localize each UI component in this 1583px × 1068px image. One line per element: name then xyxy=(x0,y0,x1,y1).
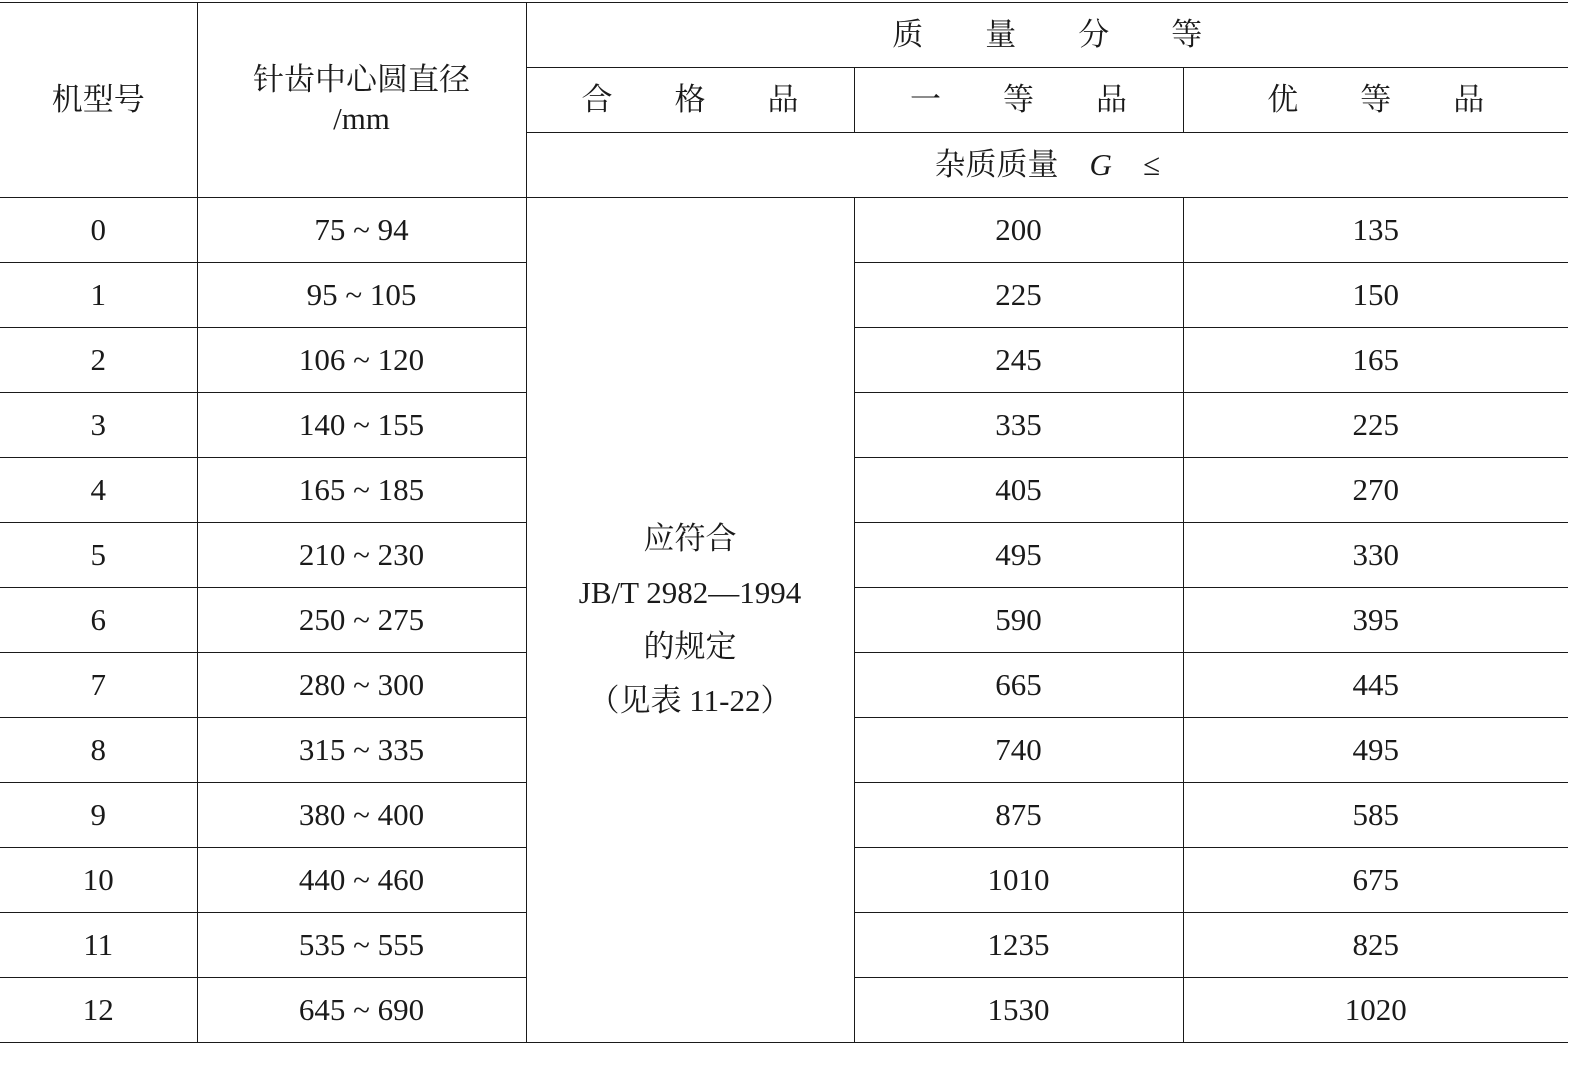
header-grade-first: 一 等 品 xyxy=(854,68,1183,133)
header-diameter-line2: /mm xyxy=(333,101,390,136)
header-diameter xyxy=(197,3,526,198)
cell-excellent-grade: 330 xyxy=(1183,523,1568,588)
cell-first-grade: 665 xyxy=(854,653,1183,718)
cell-diameter: 315 ~ 335 xyxy=(197,718,526,783)
cell-model: 0 xyxy=(0,198,197,263)
cell-excellent-grade: 150 xyxy=(1183,263,1568,328)
quality-grade-table xyxy=(0,2,1568,1043)
cell-pass-note xyxy=(526,198,854,1043)
cell-excellent-grade: 675 xyxy=(1183,848,1568,913)
impurity-label: 杂质质量 xyxy=(934,146,1059,182)
cell-first-grade: 335 xyxy=(854,393,1183,458)
cell-first-grade: 875 xyxy=(854,783,1183,848)
cell-first-grade: 590 xyxy=(854,588,1183,653)
table-row xyxy=(0,198,1568,263)
cell-first-grade: 495 xyxy=(854,523,1183,588)
cell-first-grade: 1235 xyxy=(854,913,1183,978)
header-diameter-line1: 针齿中心圆直径 xyxy=(253,62,470,98)
cell-excellent-grade: 135 xyxy=(1183,198,1568,263)
cell-excellent-grade: 1020 xyxy=(1183,978,1568,1043)
pass-note-line4: （见表 11-22） xyxy=(588,683,792,718)
pass-note-line2: JB/T 2982—1994 xyxy=(578,575,802,610)
cell-model: 2 xyxy=(0,328,197,393)
cell-model: 11 xyxy=(0,913,197,978)
header-quality-grade: 质 量 分 等 xyxy=(526,3,1568,68)
header-grade-pass: 合 格 品 xyxy=(526,68,854,133)
cell-first-grade: 1010 xyxy=(854,848,1183,913)
cell-first-grade: 405 xyxy=(854,458,1183,523)
cell-model: 8 xyxy=(0,718,197,783)
cell-first-grade: 225 xyxy=(854,263,1183,328)
cell-excellent-grade: 445 xyxy=(1183,653,1568,718)
cell-model: 3 xyxy=(0,393,197,458)
cell-model: 5 xyxy=(0,523,197,588)
cell-diameter: 645 ~ 690 xyxy=(197,978,526,1043)
cell-model: 12 xyxy=(0,978,197,1043)
cell-model: 9 xyxy=(0,783,197,848)
pass-note-line1: 应符合 xyxy=(643,521,737,556)
cell-excellent-grade: 270 xyxy=(1183,458,1568,523)
cell-excellent-grade: 225 xyxy=(1183,393,1568,458)
impurity-relation: ≤ xyxy=(1142,146,1160,182)
cell-first-grade: 200 xyxy=(854,198,1183,263)
cell-diameter: 165 ~ 185 xyxy=(197,458,526,523)
cell-first-grade: 1530 xyxy=(854,978,1183,1043)
cell-model: 4 xyxy=(0,458,197,523)
cell-excellent-grade: 585 xyxy=(1183,783,1568,848)
impurity-symbol: G xyxy=(1089,146,1112,182)
cell-diameter: 106 ~ 120 xyxy=(197,328,526,393)
cell-diameter: 280 ~ 300 xyxy=(197,653,526,718)
header-impurity xyxy=(526,133,1568,198)
cell-first-grade: 740 xyxy=(854,718,1183,783)
cell-model: 6 xyxy=(0,588,197,653)
header-model: 机型号 xyxy=(0,3,197,198)
cell-excellent-grade: 825 xyxy=(1183,913,1568,978)
cell-diameter: 440 ~ 460 xyxy=(197,848,526,913)
pass-note-line3: 的规定 xyxy=(643,629,737,664)
cell-excellent-grade: 165 xyxy=(1183,328,1568,393)
cell-model: 7 xyxy=(0,653,197,718)
header-grade-excellent: 优 等 品 xyxy=(1183,68,1568,133)
cell-diameter: 535 ~ 555 xyxy=(197,913,526,978)
cell-diameter: 75 ~ 94 xyxy=(197,198,526,263)
cell-first-grade: 245 xyxy=(854,328,1183,393)
cell-model: 10 xyxy=(0,848,197,913)
cell-diameter: 380 ~ 400 xyxy=(197,783,526,848)
cell-excellent-grade: 395 xyxy=(1183,588,1568,653)
cell-diameter: 140 ~ 155 xyxy=(197,393,526,458)
cell-diameter: 250 ~ 275 xyxy=(197,588,526,653)
cell-diameter: 210 ~ 230 xyxy=(197,523,526,588)
cell-diameter: 95 ~ 105 xyxy=(197,263,526,328)
cell-excellent-grade: 495 xyxy=(1183,718,1568,783)
header-row-1 xyxy=(0,3,1568,68)
cell-model: 1 xyxy=(0,263,197,328)
